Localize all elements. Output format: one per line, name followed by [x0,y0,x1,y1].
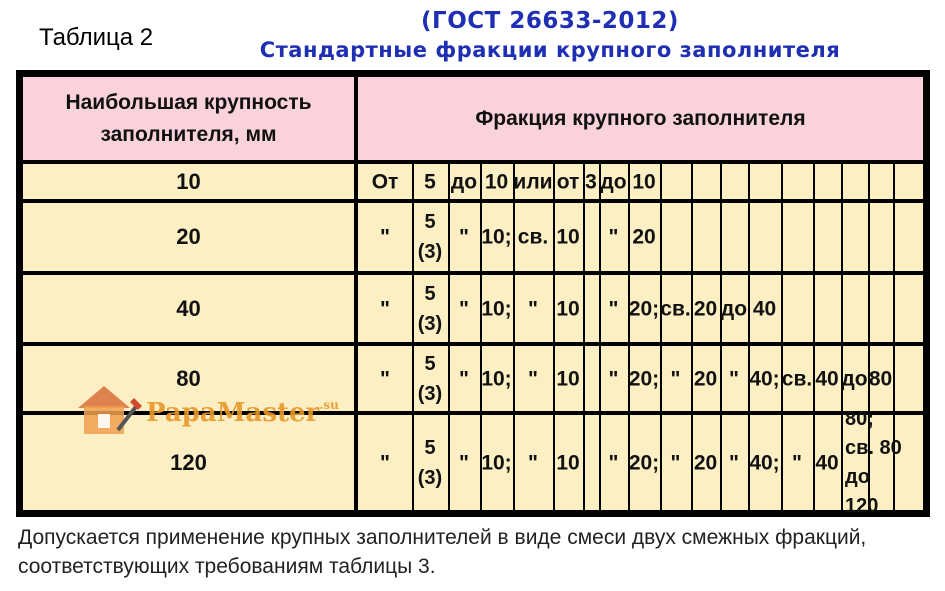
fraction-token: или [513,170,553,193]
fraction-token: 10 [556,367,580,390]
fraction-token: 20 [693,451,718,474]
fraction-token: 5 (3) [417,352,443,405]
column-divider [599,164,601,510]
column-divider [583,164,585,510]
fraction-token: 3 [585,170,597,193]
column-divider [448,164,450,510]
fraction-token: " [380,297,390,320]
fraction-token: 5 (3) [417,282,443,335]
fraction-token: " [792,451,802,474]
fraction-token: 10 [556,225,580,249]
fraction-token: 10 [556,451,580,474]
watermark-brand: PapaMaster [146,398,320,428]
column-divider [781,164,783,510]
fraction-token: св. [517,225,549,249]
page-title: Стандартные фракции крупного заполнителя [259,38,841,62]
fraction-token: 10 [556,297,580,320]
watermark-suffix: .su [319,398,339,412]
fraction-token: 10 [484,170,509,193]
column-divider [513,164,515,510]
fraction-token: 40 [815,367,839,390]
fraction-token: св. [660,297,691,320]
fraction-token: 40 [752,297,777,320]
fraction-token: 20; [628,367,660,390]
fraction-token: " [729,451,739,474]
fraction-token: 40 [815,451,839,474]
fraction-token: " [459,367,469,390]
fraction-token: " [528,367,538,390]
watermark-text [146,398,339,428]
fraction-token: " [459,225,469,249]
footnote: Допускается применение крупных заполнителей в виде смеси двух смежных фракций, соответствующих требованиям таблицы 3. [18,526,867,578]
size-cell: 120 [23,415,354,510]
fraction-token: " [608,225,619,249]
title-block [200,6,900,64]
fraction-token: " [459,451,469,474]
fraction-token: до [450,170,478,193]
fraction-token: 10; [481,367,512,390]
table-label: Таблица 2 [39,24,154,51]
fraction-token: до [841,367,868,390]
fraction-token: до [600,170,627,193]
fraction-token: 5 (3) [417,436,443,489]
column-divider [841,164,843,510]
fraction-token: " [380,367,390,390]
fraction-token: 5 [424,170,436,193]
fraction-token: 80; св. 80 до 120 [845,407,902,517]
column-divider [660,164,662,510]
house-icon [74,382,144,438]
header-fraction: Фракция крупного заполнителя [358,77,923,160]
fraction-token: до [720,297,748,320]
fraction-token: От [371,170,399,193]
size-cell: 40 [23,275,354,342]
fraction-token: 10; [481,225,512,249]
fraction-token: от [556,170,580,193]
fraction-token: " [608,367,619,390]
fraction-token: 10; [481,297,512,320]
fraction-token: 40; [749,367,780,390]
fraction-token: " [459,297,469,320]
size-cell: 80 [23,346,354,411]
standard-reference: (ГОСТ 26633-2012) [421,8,679,34]
fraction-token: 5 (3) [417,211,443,263]
fraction-token: 10; [481,451,512,474]
fraction-token: " [528,451,538,474]
fraction-token: 20; [628,451,660,474]
size-cell: 10 [23,164,354,199]
fraction-token: " [380,451,390,474]
fraction-token: 10 [632,170,656,193]
fraction-token: св. [781,367,813,390]
size-cell: 20 [23,203,354,271]
fraction-token: 80 [868,367,893,390]
column-divider [720,164,722,510]
fraction-token: " [380,225,390,249]
fraction-token: " [670,367,681,390]
watermark [74,382,339,438]
fractions-table [16,70,930,517]
fraction-token: " [608,451,619,474]
fraction-token: " [528,297,538,320]
fraction-token: 40; [749,451,780,474]
fraction-token: " [608,297,619,320]
fraction-token: 20 [693,367,718,390]
fraction-token: " [670,451,681,474]
fraction-token: 20; [628,297,660,320]
fraction-token: 20 [693,297,718,320]
header-max-size: Наибольшая крупность заполнителя, мм [23,77,354,160]
fraction-token: " [729,367,739,390]
column-divider [691,164,693,510]
column-divider [553,164,555,510]
fraction-token: 20 [632,225,656,249]
